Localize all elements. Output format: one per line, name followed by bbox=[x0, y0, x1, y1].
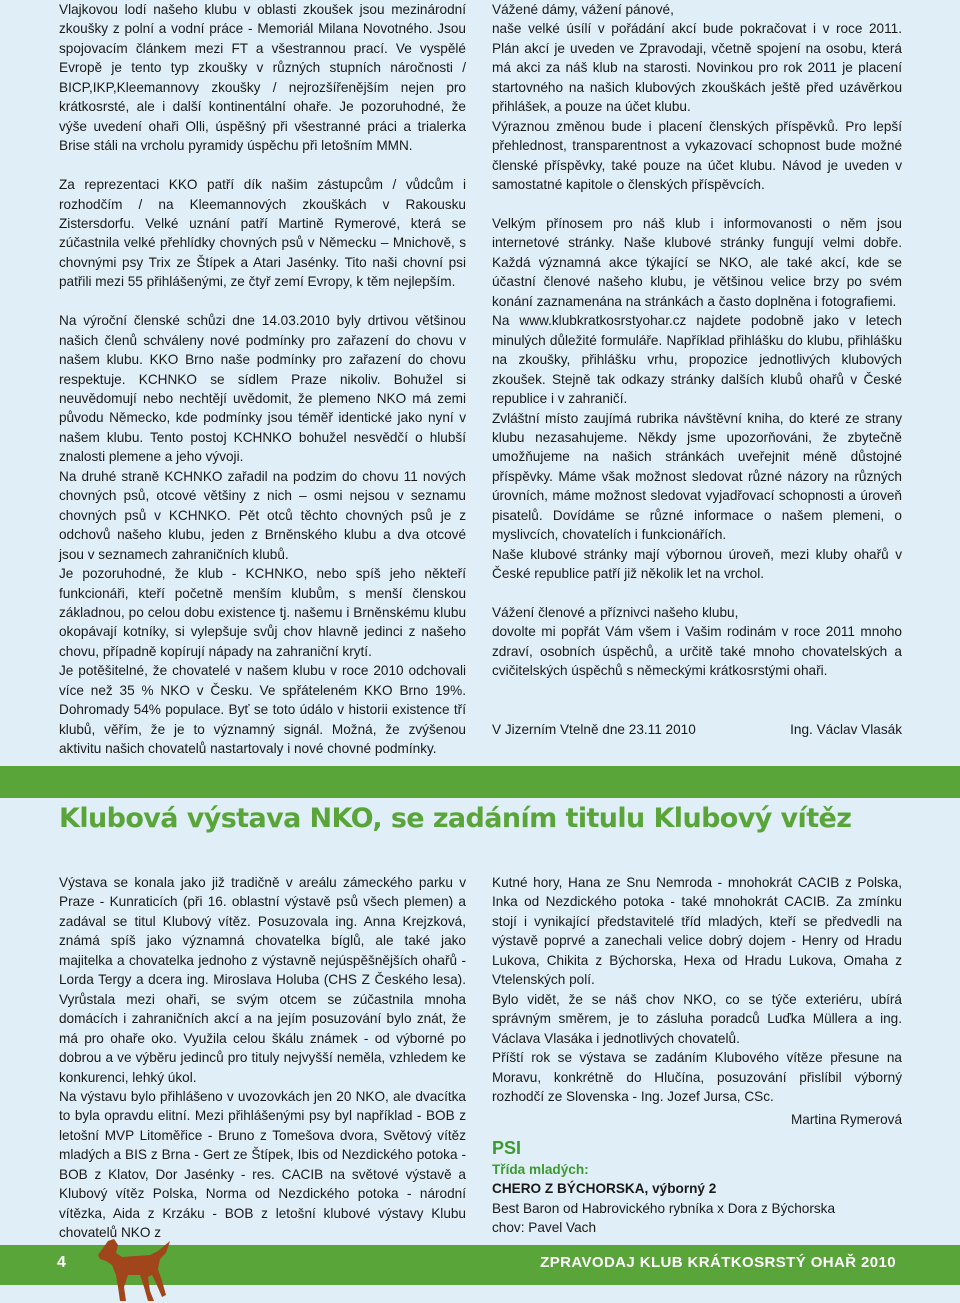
paragraph: Kutné hory, Hana ze Snu Nemroda - mnohokrát CACIB z Polska, Inka od Nezdického potoka - také mnohokrát CACIB. Za zmínku stojí i vynikající představitelé tříd mladých, kteří se předvedli na výstavě poprvé a zanechali velice dobrý dojem - Henry od Hradu Lukova, Chikita z Býchorska, Hexa od Hradu Lukova, Omaha z Vtelenských polí. bbox=[492, 875, 902, 988]
paragraph: Je potěšitelné, že chovatelé v našem klubu v roce 2010 odchovali více než 35 % NKO v Česku. Ve spřáteleném KKO Brno 19%. Dohromady 54% populace. Byť se toto údálo v historii existence tří klubů, věřím, že je to významný signál. Možná, že zvýšenou aktivitu našich chovatelů nastartovaly i nové chovné podmínky. bbox=[59, 663, 466, 757]
paragraph: Výstava se konala jako již tradičně v areálu zámeckého parku v Praze - Kunraticích (při 16. oblastní výstavě psů všech plemen) a zadával se titul Klubový vítěz. Posuzovala ing. Anna Krejzková, známá spíš jako významná chovatelka bíglů, ale také jako majitelka a chovatelka jednoho z výstavně nejúspěšnějších ohařů - Lorda Tergy a dcera ing. Miroslava Holuba (CHS Z Českého lesa). Vyrůstala mezi ohaři, se svým otcem se zúčastnila mnoha domácích i zahraničních akcí a na jejím posuzování bylo znát, že má pro ohaře oko. Využila celou škálu známek - od výborné po dobrou a ve výběru jedinců pro tituly nejvyšší neměla, vzhledem ke konkurenci, lehký úkol. bbox=[59, 875, 466, 1085]
paragraph: Zvláštní místo zaujímá rubrika návštěvní kniha, do které ze strany klubu nezasahujeme. Někdy jsme upozorňováni, že zbytečně umožňujeme na našich stránkách uveřejnit méně důstojné příspěvky. Máme však možnost sledovat různé názory na různých úrovních, máme možnost sledovat vyjadřovací schopnosti a úroveň pisatelů. Dovídáme se různé informace o našem plemeni, o myslivcích, chovatelích i funkcionářích. bbox=[492, 410, 902, 543]
intro-left-column bbox=[59, 0, 466, 759]
signature-place-date: V Jizerním Vtelně dne 23.11 2010 bbox=[492, 721, 696, 737]
signature bbox=[492, 720, 902, 739]
pointer-dog-icon bbox=[92, 1235, 172, 1303]
show-report-right-column bbox=[492, 873, 902, 1238]
paragraph: dovolte mi popřát Vám všem i Vašim rodinám v roce 2011 mnoho zdraví, osobních úspěchů, a určitě také mnoho chovatelských a cvičitelských úspěchů s německými krátkosrstými ohaři. bbox=[492, 624, 902, 679]
results-class-label: Třída mladých: bbox=[492, 1161, 589, 1177]
section-banner bbox=[0, 766, 960, 798]
paragraph: Výraznou změnou bude i placení členských příspěvků. Pro lepší přehlednost, transparentnost a vykazovací schopnost bude možné členské příspěvky, také pouze na účet klubu. Návod je uveden v samostatné kapitole o členských příspěvcích. bbox=[492, 118, 902, 193]
results-heading: PSI bbox=[492, 1137, 522, 1158]
paragraph: Příští rok se výstava se zadáním Klubového vítěze přesune na Moravu, konkrétně do Hlučína, posuzování přislíbil výborný rozhodčí ze Slovenska - Ing. Jozef Jursa, CSc. bbox=[492, 1050, 902, 1104]
signature-author: Ing. Václav Vlasák bbox=[790, 721, 902, 737]
paragraph: Naše klubové stránky mají výbornou úroveň, mezi kluby ohařů v České republice patří již několik let na vrchol. bbox=[492, 546, 902, 582]
paragraph: Je pozoruhodné, že klub - KCHNKO, nebo spíš jeho někteří funkcionáři, kteří početně menším klubům, s menší členskou základnou, po celou dobu existence tj. našemu i Brněnskému klubu okopávají kotníky, si vylepšuje svůj chov hlavně jedinci z našeho chovu, případně kopírují nápady na zahraniční krytí. bbox=[59, 566, 466, 659]
results-parents: Best Baron od Habrovického rybníka x Dora z Býchorska bbox=[492, 1200, 836, 1216]
show-report-left-column bbox=[59, 873, 466, 1243]
publication-title: ZPRAVODAJ KLUB KRÁTKOSRSTÝ OHAŘ 2010 bbox=[540, 1254, 896, 1271]
paragraph: Na www.klubkratkosrstyohar.cz najdete podobně jako v letech minulých důležité formuláře. Například přihlášku do klubu, přihlášku na zkoušky, přihlášku vrhu, propozice jednotlivých klubových zkoušek. Stejně tak odkazy stránky dalších klubů ohařů v České republice i v zahraničí. bbox=[492, 313, 902, 407]
greeting: Vážení členové a příznivci našeho klubu, bbox=[492, 605, 739, 621]
section-title: Klubová výstava NKO, se zadáním titulu Klubový vítěz bbox=[59, 803, 852, 834]
greeting: Vážené dámy, vážení pánové, bbox=[492, 2, 674, 17]
page-number: 4 bbox=[57, 1254, 66, 1271]
intro-right-column bbox=[492, 0, 902, 739]
paragraph: Vlajkovou lodí našeho klubu v oblasti zkoušek jsou mezinárodní zkoušky z polní a vodní práce - Memoriál Milana Novotného. Jsou spojovacím článkem mezi FT a všestrannou prací. Ve vyspělé Evropě je tento typ zkoušky v různých stupních náročnosti / BICP,IKP,Kleemannovy zkoušky / nejrozšířenějším nejen pro krátkosrsté, ale i další kontinentální ohaře. Je pozoruhodné, že výše uvedení ohaři Olli, úspěšný při všestranné práci a trialerka Brise stáli na vrcholu pyramidy úspěchu při letošním MMN. bbox=[59, 2, 466, 154]
paragraph: Velkým přínosem pro náš klub i informovanosti o něm jsou internetové stránky. Naše klubové stránky fungují velmi dobře. Každá významná akce týkající se NKO, ale také akcí, kde se účastní členové našeho klubu, je většinou velice brzy po svém konání zaznamenána na stránkách a často doplněna i fotografiemi. bbox=[492, 215, 902, 309]
paragraph: naše velké úsílí v pořádání akcí bude pokračovat i v roce 2011. Plán akcí je uveden ve Zpravodaji, včetně spojení na osobu, která má akci za náš klub na starosti. Novinkou pro rok 2011 je placení startovného na našich klubových zkouškách ještě před uzávěrkou přihlášek, a pouze na účet klubu. bbox=[492, 21, 902, 115]
results-entry: CHERO Z BÝCHORSKA, výborný 2 bbox=[492, 1181, 717, 1197]
paragraph: Bylo vidět, že se náš chov NKO, co se týče exteriéru, ubírá správným směrem, je to zásluha poradců Luďka Müllera a ing. Václava Vlasáka i jednotlivých chovatelů. bbox=[492, 991, 902, 1046]
paragraph: Na výstavu bylo přihlášeno v uvozovkách jen 20 NKO, ale dvacítka to byla opravdu elitní. Mezi přihlášenými psy byl například - BOB z letošní MVP Litoměřice - Bruno z Tomešova dvora, Světový vítěz mladých a BIS z Brna - Gert ze Štípek, Ibis od Nezdického potoka - BOB z Klatov, Dor Jasénky - res. CACIB na světové výstavě a Klubový vítěz Polska, Norma od Nezdického potoka - národní vítězka, Aida z Krzáku - BOB z letošní klubové výstavy Klubu chovatelů NKO z bbox=[59, 1088, 466, 1241]
paragraph: Za reprezentaci KKO patří dík našim zástupcům / vůdcům i rozhodčím / na Kleemannových zkouškách v Rakousku Zistersdorfu. Velké uznání patří Martině Rymerové, která se zúčastnila velké přehlídky chovných psů v Německu – Mnichově, s chovnými psy Trix ze Štípek a Atari Jasénky. Tito naši chovní psi patřili mezi 55 přihlášenými, ze čtyř zemí Evropy, k těm nejlepším. bbox=[59, 177, 466, 290]
paragraph: Na výroční členské schůzi dne 14.03.2010 byly drtivou většinou našich členů schváleny nové podmínky pro zařazení do chovu v našem klubu. KKO Brno naše podmínky pro zařazení do chovu respektuje. KCHNKO se sídlem Praze nikoliv. Bohužel si neuvědomují nebo nechtějí uvědomit, že plemeno NKO má zemi původu Německo, kde podmínky jsou téměř identické jako nyní v našem klubu. Tento postoj KCHNKO bohužel nesvědčí o hlubší znalosti plemene a jeho vývoji. bbox=[59, 313, 466, 465]
report-author: Martina Rymerová bbox=[790, 1112, 902, 1128]
paragraph: Na druhé straně KCHNKO zařadil na podzim do chovu 11 nových chovných psů, otcové většiny z nich – osmi nejsou v seznamu chovných psů v KCHNKO. Pět otců těchto chovných psů je z odchovů našeho klubu, jeden z Brněnského klubu a dva otcové jsou v seznamech zahraničních klubů. bbox=[59, 468, 466, 562]
results-breeder: chov: Pavel Vach bbox=[492, 1220, 597, 1236]
